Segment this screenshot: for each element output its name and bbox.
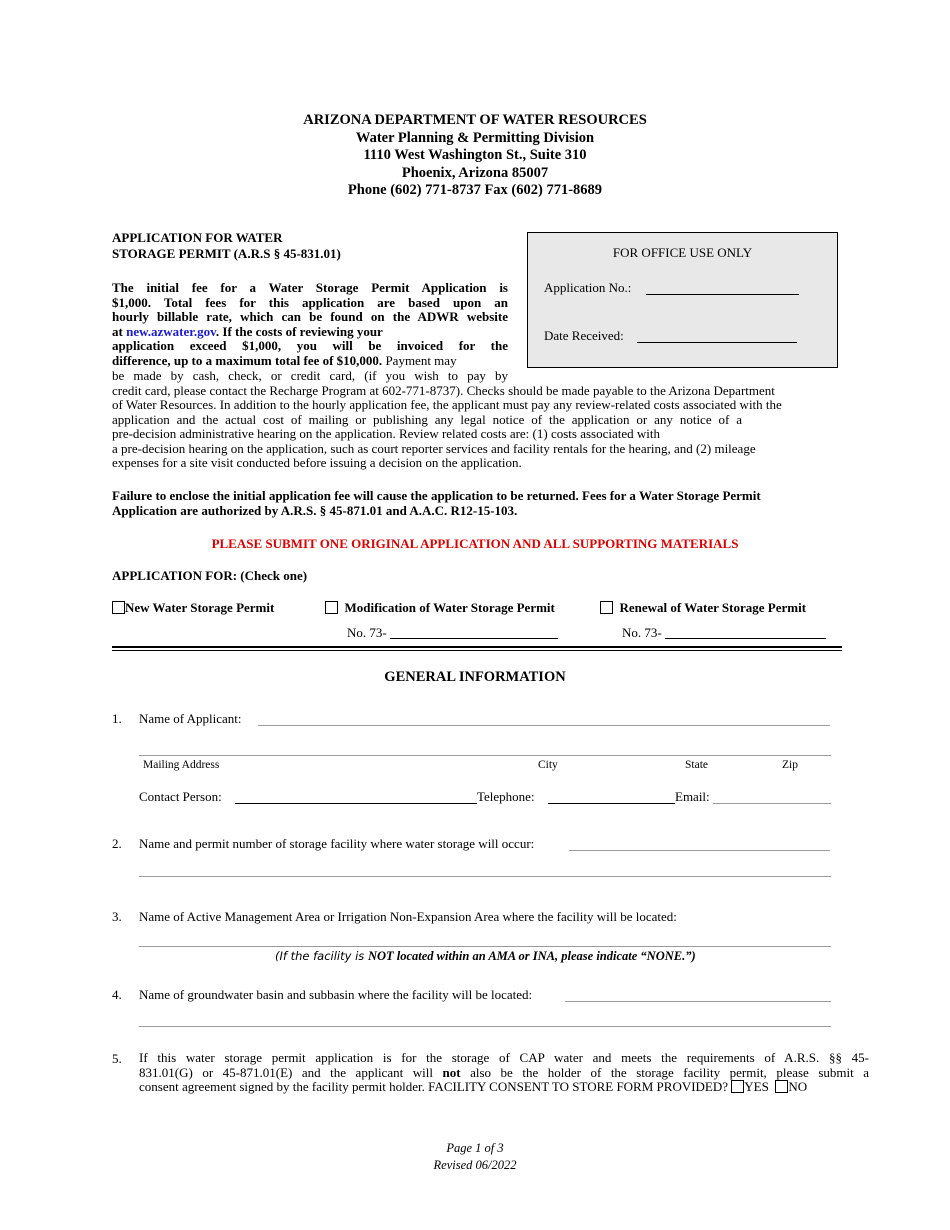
application-title: APPLICATION FOR WATER STORAGE PERMIT (A.R.S § 45-831.01) [112,230,341,261]
modification-no-label: No. 73- [347,625,387,640]
date-received-label: Date Received: [544,328,624,343]
failure-notice: Failure to enclose the initial application fee will cause the application to be returned. Fees for a Water Storage Permit Application are authorized by A.R.S. § 45-871.01 and A.A.C. R12-15-103. [112,488,761,518]
q3-number: 3. [112,909,122,924]
state-label: State [685,759,708,771]
option-renewal[interactable]: Renewal of Water Storage Permit [600,600,806,616]
division-name: Water Planning & Permitting Division [355,129,595,146]
option-new-permit[interactable]: New Water Storage Permit [112,600,274,616]
option-modification[interactable]: Modification of Water Storage Permit [325,600,555,616]
application-no-field[interactable] [646,294,799,295]
q4-number: 4. [112,987,122,1002]
modification-checkbox[interactable] [325,601,338,614]
zip-label: Zip [782,759,798,771]
telephone-label: Telephone: [477,789,535,804]
mailing-address-label: Mailing Address [143,759,220,771]
agency-phone: Phone (602) 771-8737 Fax (602) 771-8689 [347,182,603,198]
groundwater-basin-label: Name of groundwater basin and subbasin where the facility will be located: [139,987,533,1002]
ama-ina-label: Name of Active Management Area or Irrigation Non-Expansion Area where the facility will be located: [139,909,677,924]
storage-facility-field[interactable] [569,850,830,851]
ama-ina-field[interactable] [139,946,831,947]
fee-paragraph-bottom: credit card, please contact the Recharge Program at 602-771-8737). Checks should be made payable to the Arizona Department of Water Resources. In addition to the hourly application fee, the applicant must pay any review-related costs associated with the application and the actual cost of mailing or publishing any legal notice of the application or any notice of a pre-decision administrative hearing on the application. Review related costs are: (1) costs associated with a pre-decision hearing on the application, such as court reporter services and facility rentals for the hearing, and (2) mileage expenses for a site visit conducted before issuing a decision on the application. [112,382,782,471]
contact-person-label: Contact Person: [139,789,222,804]
storage-facility-field-2[interactable] [139,876,831,877]
fee-paragraph-top: The initial fee for a Water Storage Permit Application is $1,000. Total fees for this application are based upon an hourly billable rate, which can be found on the ADWR website at new.azwater.gov. If the costs of reviewing your application exceed $1,000, you will be invoiced for the difference, up to a maximum total fee of $10,000. Payment may be made by cash, check, or credit card, (if you wish to pay by [112,280,508,383]
renewal-checkbox[interactable] [600,601,613,614]
q1-number: 1. [112,711,122,726]
groundwater-basin-field[interactable] [565,1001,831,1002]
new-permit-checkbox[interactable] [112,601,125,614]
section-divider-top [112,646,842,648]
cap-water-question: If this water storage permit application is for the storage of CAP water and meets the requirements of A.R.S. §§ 45- 831.01(G) or 45-871.01(E) and the applicant will not also be the holder of the storage facility permit, please submit a consent agreement signed by the facility permit holder. FACILITY CONSENT TO STORE FORM PROVIDED? YES NO [139,1050,870,1095]
email-label: Email: [675,789,710,804]
applicant-name-field[interactable] [258,725,830,726]
modification-no-field[interactable] [390,638,558,639]
office-use-title: FOR OFFICE USE ONLY [612,245,753,260]
renewal-no-field[interactable] [665,638,826,639]
renewal-no-label: No. 73- [622,625,662,640]
city-label: City [538,759,558,771]
consent-yes-checkbox[interactable] [731,1080,744,1093]
mailing-address-field[interactable] [139,755,831,756]
application-no-label: Application No.: [544,280,632,295]
submit-notice: PLEASE SUBMIT ONE ORIGINAL APPLICATION AND ALL SUPPORTING MATERIALS [211,536,739,551]
agency-name: ARIZONA DEPARTMENT OF WATER RESOURCES [303,112,647,128]
applicant-name-label: Name of Applicant: [139,711,242,726]
email-field[interactable] [713,803,831,804]
adwr-website-link[interactable]: new.azwater.gov [126,323,216,339]
storage-facility-label: Name and permit number of storage facility where water storage will occur: [139,836,535,851]
ama-ina-note: (If the facility is NOT located within an AMA or INA, please indicate “NONE.”) [275,949,696,963]
agency-city: Phoenix, Arizona 85007 [401,164,549,181]
q2-number: 2. [112,836,122,851]
date-received-field[interactable] [637,342,797,343]
general-information-heading: GENERAL INFORMATION [384,669,566,685]
agency-address: 1110 West Washington St., Suite 310 [363,147,587,163]
office-use-box [527,232,838,368]
telephone-field[interactable] [548,803,675,804]
page-number: Page 1 of 3 [446,1141,504,1155]
section-divider-bottom [112,650,842,651]
revision-date: Revised 06/2022 [433,1158,517,1172]
contact-person-field[interactable] [235,803,477,804]
groundwater-basin-field-2[interactable] [139,1026,831,1027]
q5-number: 5. [112,1051,122,1066]
consent-no-checkbox[interactable] [775,1080,788,1093]
application-for-label: APPLICATION FOR: (Check one) [112,568,308,583]
